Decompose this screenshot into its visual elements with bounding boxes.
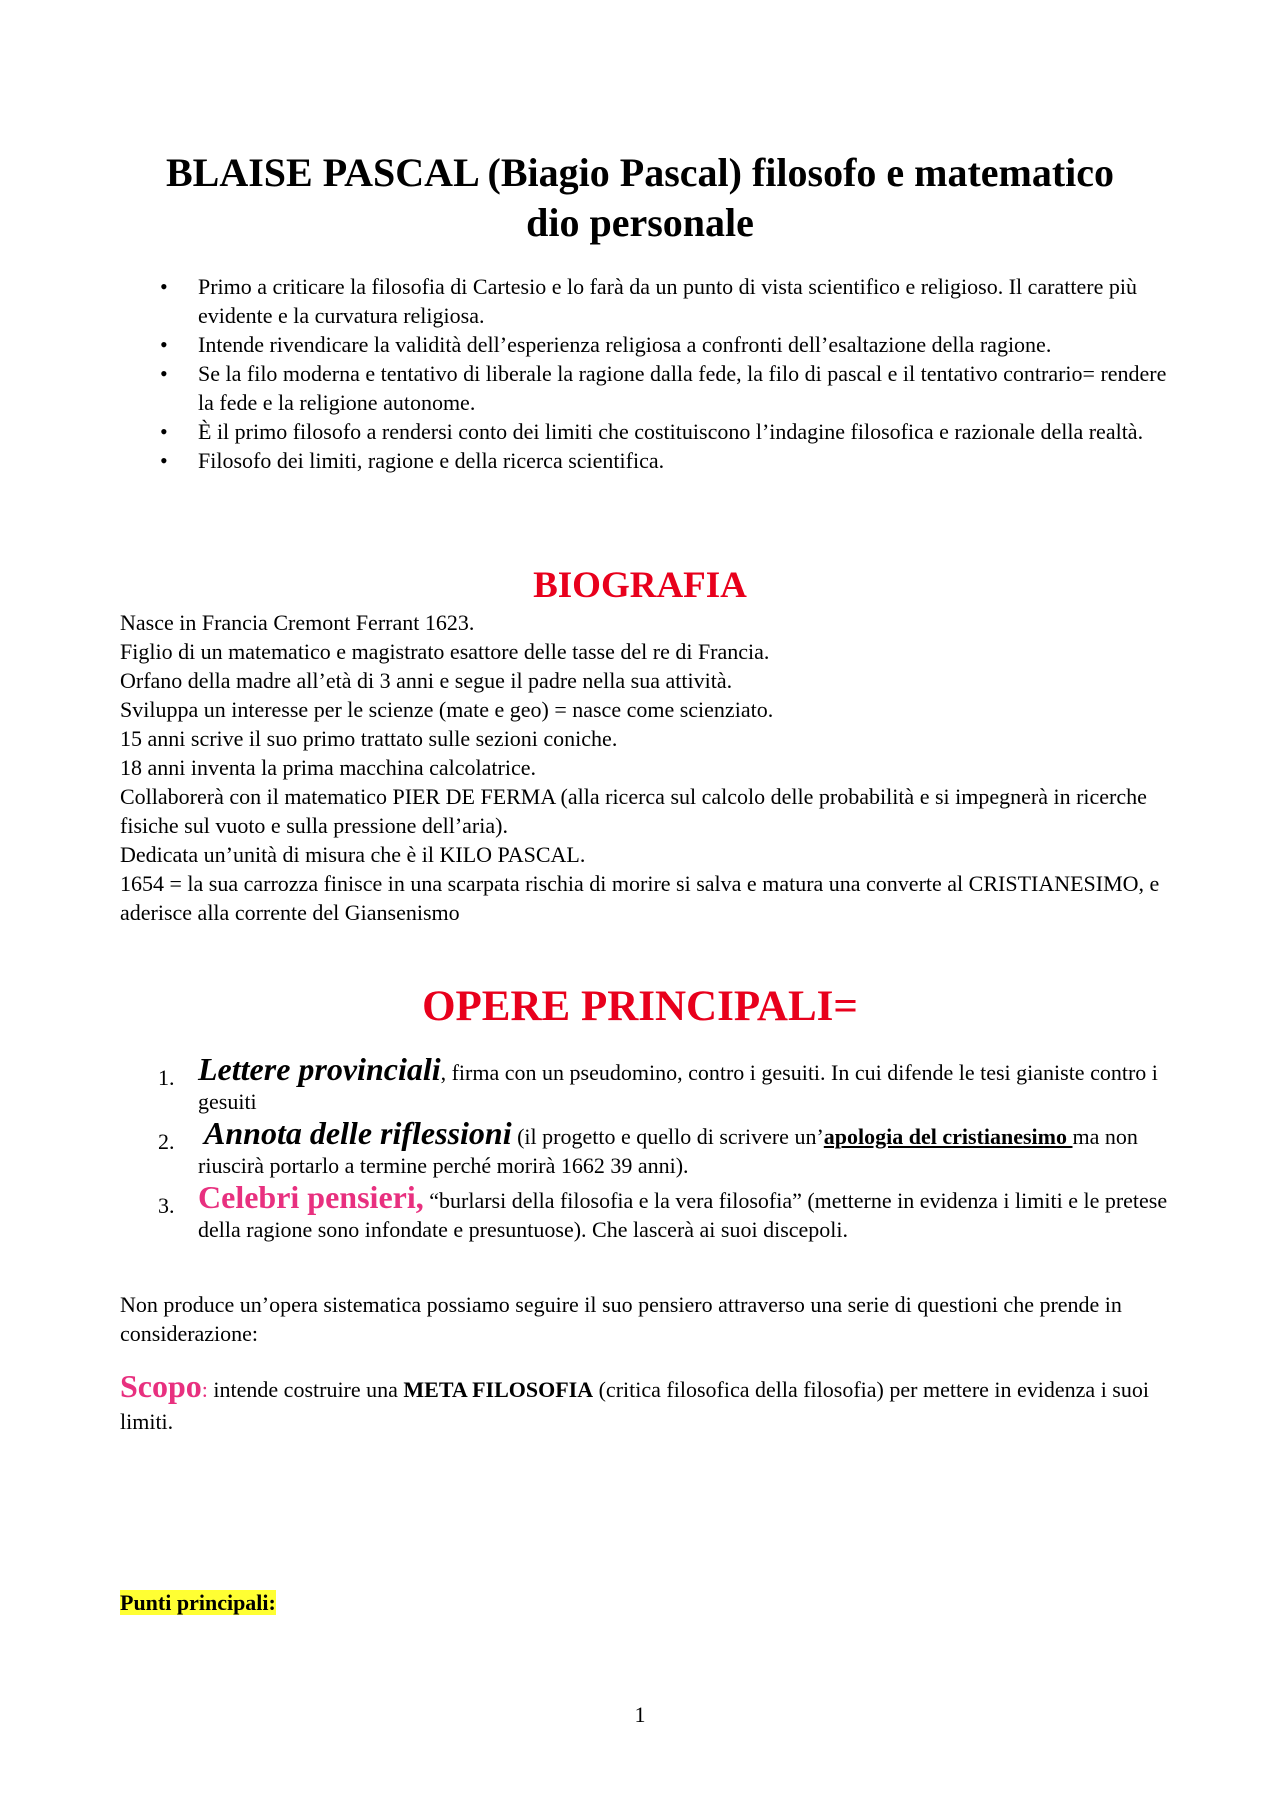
underlined-term: apologia del cristianesimo bbox=[823, 1124, 1073, 1149]
list-item: • Filosofo dei limiti, ragione e della ricerca scientifica. bbox=[160, 448, 665, 473]
bullet-icon: • bbox=[160, 361, 168, 386]
bio-line: Dedicata un’unità di misura che è il KILO PASCAL. bbox=[120, 842, 586, 867]
list-item bbox=[120, 1179, 1170, 1244]
list-item: • Intende rivendicare la validità dell’esperienza religiosa a confronti dell’esaltazione della ragione. bbox=[160, 332, 1052, 357]
page-title bbox=[100, 148, 1180, 248]
work-description: , firma con un pseudomino, contro i gesuiti. In cui difende le tesi gianiste contro i gesuiti bbox=[198, 1060, 1158, 1114]
work-title: Lettere provinciali bbox=[198, 1051, 441, 1087]
list-item: • È il primo filosofo a rendersi conto dei limiti che costituiscono l’indagine filosofica e razionale della realtà. bbox=[160, 419, 1144, 444]
title-line-1: BLAISE PASCAL (Biagio Pascal) filosofo e matematico bbox=[165, 150, 1115, 195]
bio-line: Collaborerà con il matematico PIER DE FERMA (alla ricerca sul calcolo delle probabilità e si impegnerà in ricerche fisiche sul vuoto e sulla pressione dell’aria). bbox=[120, 784, 1147, 838]
scopo-paragraph: Scopo: intende costruire una META FILOSOFIA (critica filosofica della filosofia) per mettere in evidenza i suoi limiti. bbox=[120, 1368, 1149, 1434]
list-item bbox=[120, 1051, 1170, 1116]
item-number: 2. bbox=[158, 1129, 175, 1154]
bullet-icon: • bbox=[160, 332, 168, 357]
work-description: “burlarsi della filosofia e la vera filosofia” (metterne in evidenza i limiti e le pretese della ragione sono infondate e presuntuose). Che lascerà ai suoi discepoli. bbox=[198, 1188, 1168, 1242]
opere-list bbox=[120, 1051, 1170, 1247]
work-description: (il progetto e quello di scrivere un’ bbox=[511, 1124, 824, 1149]
bullet-icon: • bbox=[160, 419, 168, 444]
scopo-label: Scopo bbox=[120, 1368, 202, 1404]
bio-line: Figlio di un matematico e magistrato esattore delle tasse del re di Francia. bbox=[120, 639, 770, 664]
biografia-text bbox=[120, 608, 1170, 927]
meta-filosofia: META FILOSOFIA bbox=[403, 1377, 594, 1402]
bio-line: 15 anni scrive il suo primo trattato sulle sezioni coniche. bbox=[120, 726, 618, 751]
list-item bbox=[120, 1115, 1170, 1180]
scopo-colon: : bbox=[201, 1377, 208, 1402]
highlighted-text: Punti principali: bbox=[120, 1590, 276, 1615]
intro-bullet-list bbox=[120, 272, 1170, 475]
item-number: 3. bbox=[158, 1193, 175, 1218]
item-number: 1. bbox=[158, 1065, 175, 1090]
opere-heading: OPERE PRINCIPALI= bbox=[422, 983, 858, 1030]
work-title: Annota delle riflessioni bbox=[204, 1115, 512, 1151]
bio-line: Nasce in Francia Cremont Ferrant 1623. bbox=[120, 610, 475, 635]
bio-line: 18 anni inventa la prima macchina calcolatrice. bbox=[120, 755, 536, 780]
non-produce-paragraph: Non produce un’opera sistematica possiamo seguire il suo pensiero attraverso una serie di questioni che prende in considerazione: bbox=[120, 1292, 1122, 1346]
punti-principali bbox=[120, 1588, 1170, 1617]
list-item: • Primo a criticare la filosofia di Cartesio e lo farà da un punto di vista scientifico e religioso. Il carattere più evidente e la curvatura religiosa. bbox=[160, 274, 1137, 328]
bullet-icon: • bbox=[160, 448, 168, 473]
bio-line: 1654 = la sua carrozza finisce in una scarpata rischia di morire si salva e matura una converte al CRISTIANESIMO, e aderisce alla corrente del Giansenismo bbox=[120, 871, 1160, 925]
list-item: • Se la filo moderna e tentativo di liberale la ragione dalla fede, la filo di pascal e il tentativo contrario= rendere la fede e la religione autonome. bbox=[160, 361, 1167, 415]
work-description-cont: ma non riuscirà portarlo a termine perché morirà 1662 39 anni). bbox=[198, 1124, 1138, 1178]
biografia-heading: BIOGRAFIA bbox=[533, 565, 747, 606]
work-title: Celebri pensieri, bbox=[198, 1179, 424, 1215]
title-line-2: dio personale bbox=[526, 200, 754, 245]
bio-line: Orfano della madre all’età di 3 anni e segue il padre nella sua attività. bbox=[120, 668, 733, 693]
bio-line: Sviluppa un interesse per le scienze (mate e geo) = nasce come scienziato. bbox=[120, 697, 774, 722]
page-number: 1 bbox=[634, 1702, 646, 1727]
bullet-icon: • bbox=[160, 274, 168, 299]
